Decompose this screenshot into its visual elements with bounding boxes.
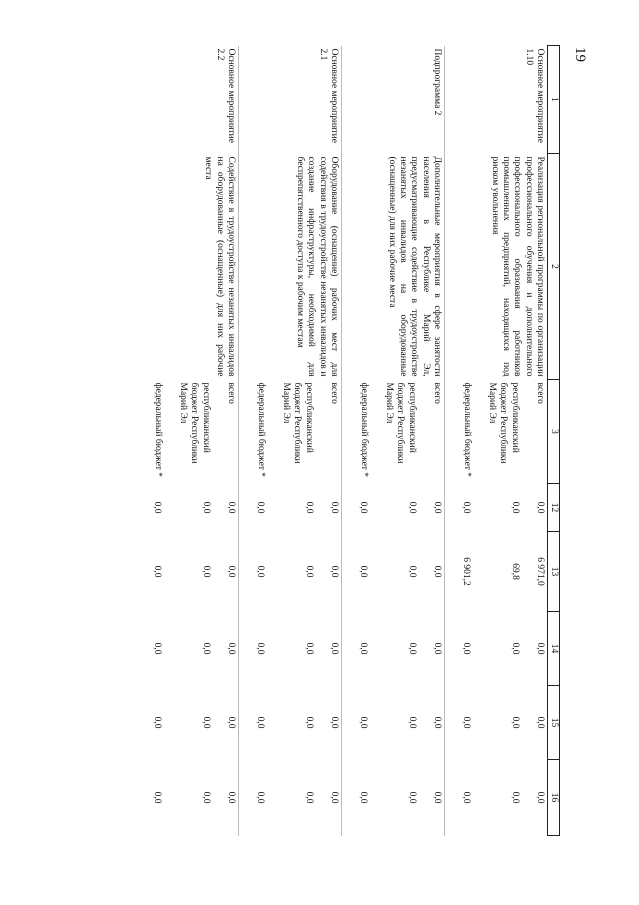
program-description: Содействие в трудоустройстве незанятых инвалидов на оборудованные (оснащенные) для них рабочие места	[136, 154, 239, 380]
funding-source-label: всего	[534, 382, 545, 404]
funding-source-label: республиканский бюджет Республики Марий Эл	[178, 382, 211, 464]
value-column-16	[238, 760, 341, 836]
column-header-16: 16	[547, 760, 559, 836]
value-column-12	[444, 484, 547, 532]
cell-value: 0,0	[509, 642, 520, 655]
cell-value: 0,0	[303, 501, 314, 514]
value-column-15	[444, 686, 547, 760]
value-column-15	[136, 686, 239, 760]
program-description: Дополнительные мероприятия в сфере занятости населения в Республике Марий Эл, предусматривающие содействие в трудоустройстве незанятых инвалидов на оборудованные (оснащенные) для них рабочие места	[341, 154, 444, 380]
cell-value: 0,0	[509, 501, 520, 514]
cell-value: 0,0	[328, 642, 339, 655]
table-row	[238, 46, 341, 836]
program-name: Основное мероприятие 1.10	[444, 46, 547, 154]
value-column-14	[341, 612, 444, 686]
cell-value: 0,0	[431, 791, 442, 804]
cell-value: 0,0	[255, 642, 266, 655]
column-header-12: 12	[547, 484, 559, 532]
cell-value: 0,0	[534, 501, 545, 514]
funding-source-label: республиканский бюджет Республики Марий Эл	[281, 382, 314, 464]
cell-value: 0,0	[431, 642, 442, 655]
cell-value: 0,0	[328, 501, 339, 514]
program-name: Основное мероприятие 2.2	[136, 46, 239, 154]
value-column-15	[238, 686, 341, 760]
cell-value: 0,0	[200, 642, 211, 655]
cell-value: 0,0	[225, 501, 236, 514]
table-row	[341, 46, 444, 836]
cell-value: 0,0	[358, 716, 369, 729]
cell-value: 0,0	[358, 565, 369, 578]
cell-value: 0,0	[406, 642, 417, 655]
cell-value: 0,0	[303, 642, 314, 655]
cell-value: 0,0	[152, 791, 163, 804]
funding-source-label: всего	[431, 382, 442, 404]
cell-value: 0,0	[509, 791, 520, 804]
funding-source-label: федеральный бюджет *	[152, 382, 163, 478]
funding-source-label: федеральный бюджет *	[255, 382, 266, 478]
value-column-14	[238, 612, 341, 686]
cell-value: 0,0	[200, 565, 211, 578]
cell-value: 0,0	[358, 791, 369, 804]
funding-source-label: республиканский бюджет Республики Марий Эл	[384, 382, 417, 464]
cell-value: 0,0	[200, 501, 211, 514]
cell-value: 0,0	[431, 565, 442, 578]
cell-value: 0,0	[152, 501, 163, 514]
cell-value: 0,0	[406, 716, 417, 729]
value-column-14	[136, 612, 239, 686]
table-row	[136, 46, 239, 836]
cell-value: 0,0	[461, 791, 472, 804]
value-column-12	[136, 484, 239, 532]
column-header-3: 3	[547, 380, 559, 484]
cell-value: 0,0	[534, 642, 545, 655]
cell-value: 0,0	[406, 791, 417, 804]
cell-value: 0,0	[328, 791, 339, 804]
funding-sources	[238, 380, 341, 484]
value-column-15	[341, 686, 444, 760]
cell-value: 0,0	[255, 716, 266, 729]
cell-value: 6 971,0	[534, 557, 545, 586]
column-header-2: 2	[547, 154, 559, 380]
cell-value: 0,0	[534, 716, 545, 729]
cell-value: 0,0	[225, 716, 236, 729]
cell-value: 0,0	[358, 642, 369, 655]
funding-source-label: федеральный бюджет *	[461, 382, 472, 478]
cell-value: 0,0	[509, 716, 520, 729]
cell-value: 0,0	[461, 642, 472, 655]
cell-value: 0,0	[255, 791, 266, 804]
funding-sources	[136, 380, 239, 484]
cell-value: 0,0	[303, 716, 314, 729]
rotated-table-container	[90, 45, 560, 835]
budget-table	[136, 45, 560, 836]
column-header-14: 14	[547, 612, 559, 686]
funding-source-label: республиканский бюджет Республики Марий Эл	[487, 382, 520, 464]
column-header-1: 1	[547, 46, 559, 154]
value-column-14	[444, 612, 547, 686]
table-row	[444, 46, 547, 836]
cell-value: 0,0	[461, 501, 472, 514]
table-body	[136, 46, 548, 836]
value-column-16	[136, 760, 239, 836]
cell-value: 0,0	[303, 565, 314, 578]
cell-value: 0,0	[534, 791, 545, 804]
program-description: Оборудование (оснащение) рабочих мест для содействия в трудоустройстве незанятых инвалидов и создание инфраструктуры, необходимой для беспрепятственного доступа к рабочим местам	[238, 154, 341, 380]
funding-source-label: всего	[328, 382, 339, 404]
cell-value: 0,0	[406, 565, 417, 578]
value-column-13	[238, 532, 341, 612]
funding-source-label: всего	[225, 382, 236, 404]
value-column-13	[341, 532, 444, 612]
cell-value: 0,0	[200, 716, 211, 729]
cell-value: 0,0	[431, 501, 442, 514]
cell-value: 0,0	[200, 791, 211, 804]
funding-sources	[444, 380, 547, 484]
cell-value: 0,0	[152, 565, 163, 578]
cell-value: 0,0	[461, 716, 472, 729]
cell-value: 0,0	[225, 791, 236, 804]
program-description: Реализация региональной программы по организации профессионального обучения и дополнительного профессионального образования работников промышленных предприятий, находящихся под риском увольнения	[444, 154, 547, 380]
column-header-15: 15	[547, 686, 559, 760]
page-number: 19	[572, 47, 588, 62]
cell-value: 0,0	[328, 716, 339, 729]
value-column-13	[444, 532, 547, 612]
cell-value: 69,8	[509, 563, 520, 580]
funding-source-label: федеральный бюджет *	[358, 382, 369, 478]
value-column-16	[444, 760, 547, 836]
value-column-13	[136, 532, 239, 612]
cell-value: 0,0	[152, 716, 163, 729]
funding-sources	[341, 380, 444, 484]
program-name: Подпрограмма 2	[341, 46, 444, 154]
cell-value: 0,0	[358, 501, 369, 514]
header-row	[547, 46, 559, 836]
cell-value: 0,0	[255, 501, 266, 514]
program-name: Основное мероприятие 2.1	[238, 46, 341, 154]
cell-value: 6 901,2	[461, 557, 472, 586]
value-column-12	[238, 484, 341, 532]
cell-value: 0,0	[431, 716, 442, 729]
cell-value: 0,0	[328, 565, 339, 578]
cell-value: 0,0	[225, 642, 236, 655]
column-header-13: 13	[547, 532, 559, 612]
value-column-12	[341, 484, 444, 532]
value-column-16	[341, 760, 444, 836]
cell-value: 0,0	[406, 501, 417, 514]
cell-value: 0,0	[255, 565, 266, 578]
cell-value: 0,0	[225, 565, 236, 578]
cell-value: 0,0	[152, 642, 163, 655]
cell-value: 0,0	[303, 791, 314, 804]
